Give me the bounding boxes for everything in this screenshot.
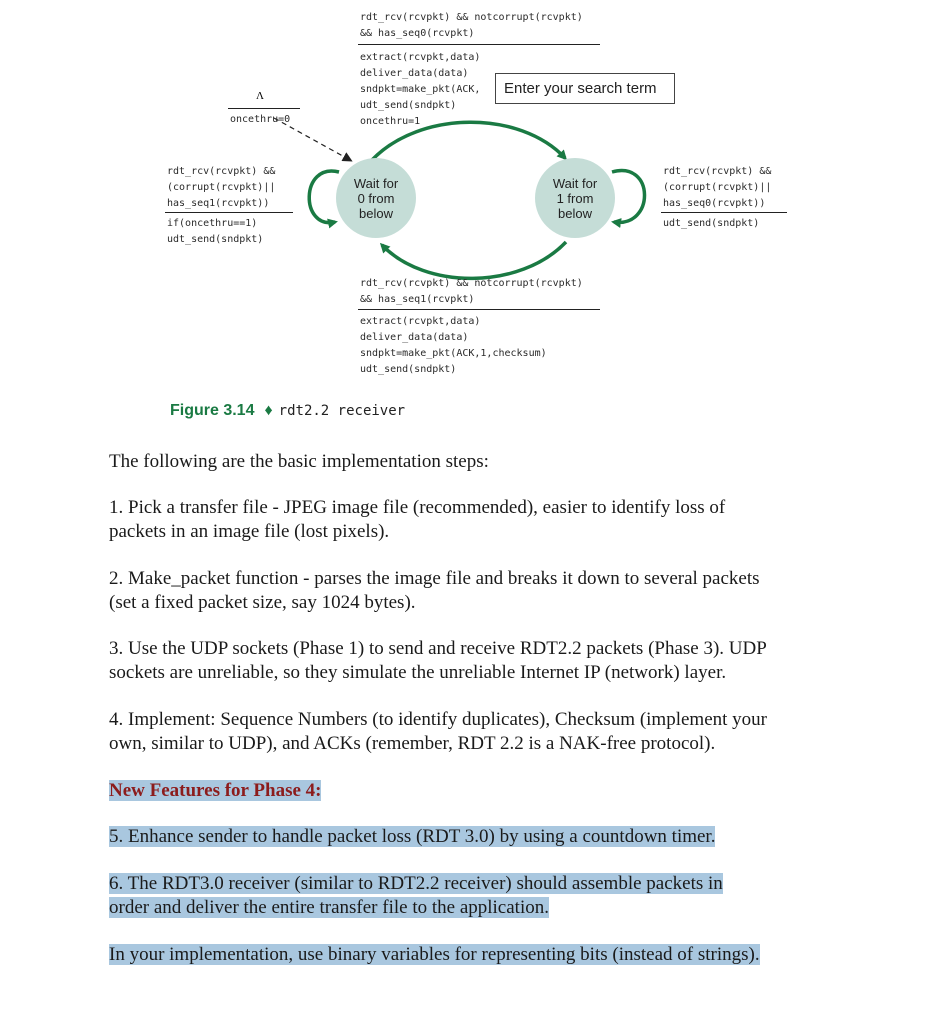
right-condition-line: rdt_rcv(rcvpkt) && — [663, 166, 772, 177]
left-self-loop — [309, 171, 339, 223]
state-0-line: 0 from — [357, 190, 395, 206]
phase4-line: 5. Enhance sender to handle packet loss (RDT 3.0) by using a countdown timer. — [109, 826, 716, 847]
phase4-heading: New Features for Phase 4: — [109, 780, 322, 801]
right-self-loop — [612, 171, 645, 223]
left-action-line: if(oncethru==1) — [167, 218, 258, 229]
phase4-item-6 — [109, 872, 723, 920]
step-line: 4. Implement: Sequence Numbers (to identify duplicates), Checksum (implement your — [109, 709, 767, 730]
state-wait-for-0 — [336, 158, 416, 238]
top-action-line: sndpkt=make_pkt(ACK, — [360, 84, 481, 95]
phase4-item-5 — [109, 825, 715, 849]
top-condition-line-1: rdt_rcv(rcvpkt) && notcorrupt(rcvpkt) — [360, 12, 583, 23]
bottom-action-line: extract(rcvpkt,data) — [360, 316, 481, 327]
top-action-line: oncethru=1 — [360, 116, 421, 127]
state-0-line: Wait for — [353, 175, 399, 191]
bottom-action-line: udt_send(sndpkt) — [360, 364, 457, 375]
left-action-line: udt_send(sndpkt) — [167, 234, 264, 245]
top-action-line: extract(rcvpkt,data) — [360, 52, 481, 63]
step-line: packets in an image file (lost pixels). — [109, 521, 390, 542]
step-4 — [109, 708, 767, 756]
bottom-transition-rule — [358, 309, 600, 310]
top-transition-rule — [358, 44, 600, 45]
phase4-line: order and deliver the entire transfer file to the application. — [109, 897, 549, 918]
state-1-line: 1 from — [556, 190, 594, 206]
figure-caption-text: rdt2.2 receiver — [278, 403, 406, 419]
right-loop-rule — [661, 212, 787, 213]
step-1 — [109, 496, 725, 544]
figure-label: Figure 3.14 — [170, 402, 255, 419]
initial-rule — [228, 108, 300, 109]
search-input[interactable] — [495, 73, 675, 104]
step-line: sockets are unreliable, so they simulate the unreliable Internet IP (network) layer. — [109, 662, 727, 683]
diamond-icon: ♦ — [264, 402, 273, 419]
figure-caption — [170, 402, 405, 420]
state-1-line: below — [558, 205, 592, 221]
step-line: (set a fixed packet size, say 1024 bytes). — [109, 592, 416, 613]
bottom-condition-line: && has_seq1(rcvpkt) — [360, 294, 475, 305]
left-condition-line: rdt_rcv(rcvpkt) && — [167, 166, 276, 177]
state-wait-for-1 — [535, 158, 615, 238]
step-3 — [109, 637, 767, 685]
phase4-note — [109, 943, 760, 967]
phase4-line: 6. The RDT3.0 receiver (similar to RDT2.2 receiver) should assemble packets in — [109, 873, 723, 894]
top-condition-line-2: && has_seq0(rcvpkt) — [360, 28, 475, 39]
right-action-line: udt_send(sndpkt) — [663, 218, 760, 229]
left-condition-line: (corrupt(rcvpkt)|| — [167, 182, 276, 193]
state-0-line: below — [359, 205, 393, 221]
initial-action: oncethru=0 — [230, 114, 291, 125]
bottom-action-line: deliver_data(data) — [360, 332, 469, 343]
phase4-heading-block — [109, 779, 321, 803]
right-condition-line: (corrupt(rcvpkt)|| — [663, 182, 772, 193]
left-loop-rule — [165, 212, 293, 213]
step-line: 2. Make_packet function - parses the image file and breaks it down to several packets — [109, 568, 760, 589]
bottom-transition-arrow — [382, 242, 566, 278]
step-line: own, similar to UDP), and ACKs (remember, RDT 2.2 is a NAK-free protocol). — [109, 733, 716, 754]
state-1-line: Wait for — [552, 175, 598, 191]
bottom-action-line: sndpkt=make_pkt(ACK,1,checksum) — [360, 348, 547, 359]
initial-lambda: Λ — [256, 90, 264, 102]
step-line: 3. Use the UDP sockets (Phase 1) to send and receive RDT2.2 packets (Phase 3). UDP — [109, 638, 767, 659]
phase4-line: In your implementation, use binary variables for representing bits (instead of strings). — [109, 944, 760, 965]
bottom-condition-line: rdt_rcv(rcvpkt) && notcorrupt(rcvpkt) — [360, 278, 583, 289]
step-line: 1. Pick a transfer file - JPEG image file (recommended), easier to identify loss of — [109, 497, 726, 518]
top-action-line: udt_send(sndpkt) — [360, 100, 457, 111]
step-2 — [109, 567, 760, 615]
right-condition-line: has_seq0(rcvpkt)) — [663, 198, 766, 209]
top-action-line: deliver_data(data) — [360, 68, 469, 79]
intro-text: The following are the basic implementation steps: — [109, 451, 489, 472]
left-condition-line: has_seq1(rcvpkt)) — [167, 198, 270, 209]
